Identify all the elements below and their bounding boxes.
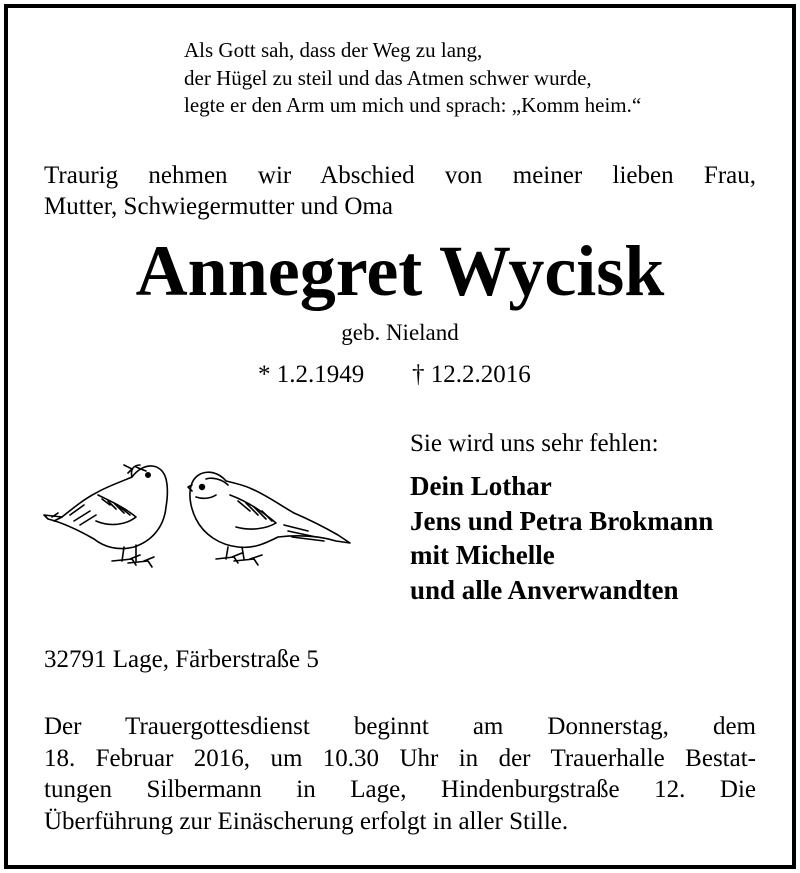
death-date: † 12.2.2016 [412, 361, 531, 388]
mourners-list [410, 469, 713, 607]
poem-line: Als Gott sah, dass der Weg zu lang, [184, 38, 483, 62]
service-line: tungen Silbermann in Lage, Hindenburgstraße 12. Die [44, 776, 756, 803]
deceased-name: Annegret Wycisk [135, 231, 665, 311]
intro-text [44, 160, 756, 222]
poem-line: legte er den Arm um mich und sprach: „Komm heim.“ [184, 93, 642, 117]
two-sparrows-icon [40, 455, 356, 575]
service-line: Überführung zur Einäscherung erfolgt in aller Stille. [44, 807, 569, 835]
intro-line: Traurig nehmen wir Abschied von meiner lieben Frau, [44, 162, 756, 189]
life-dates [258, 358, 531, 392]
service-line: 18. Februar 2016, um 10.30 Uhr in der Trauerhalle Bestat- [44, 744, 756, 772]
birth-date: * 1.2.1949 [258, 361, 365, 388]
mourner-name: und alle Anverwandten [410, 574, 679, 605]
mourner-name: Dein Lothar [410, 471, 552, 501]
poem [184, 37, 641, 120]
mourners-heading: Sie wird uns sehr fehlen: [410, 430, 659, 457]
poem-line: der Hügel zu steil und das Atmen schwer wurde, [184, 65, 592, 90]
maiden-name: geb. Nieland [341, 320, 459, 345]
intro-line: Mutter, Schwiegermutter und Oma [44, 193, 393, 220]
address: 32791 Lage, Färberstraße 5 [44, 646, 319, 673]
mourner-name: Jens und Petra Brokmann [410, 505, 714, 536]
service-text [44, 711, 756, 837]
mourner-name: mit Michelle [410, 540, 555, 570]
service-line: Der Trauergottesdienst beginnt am Donnerstag, dem [44, 713, 756, 740]
